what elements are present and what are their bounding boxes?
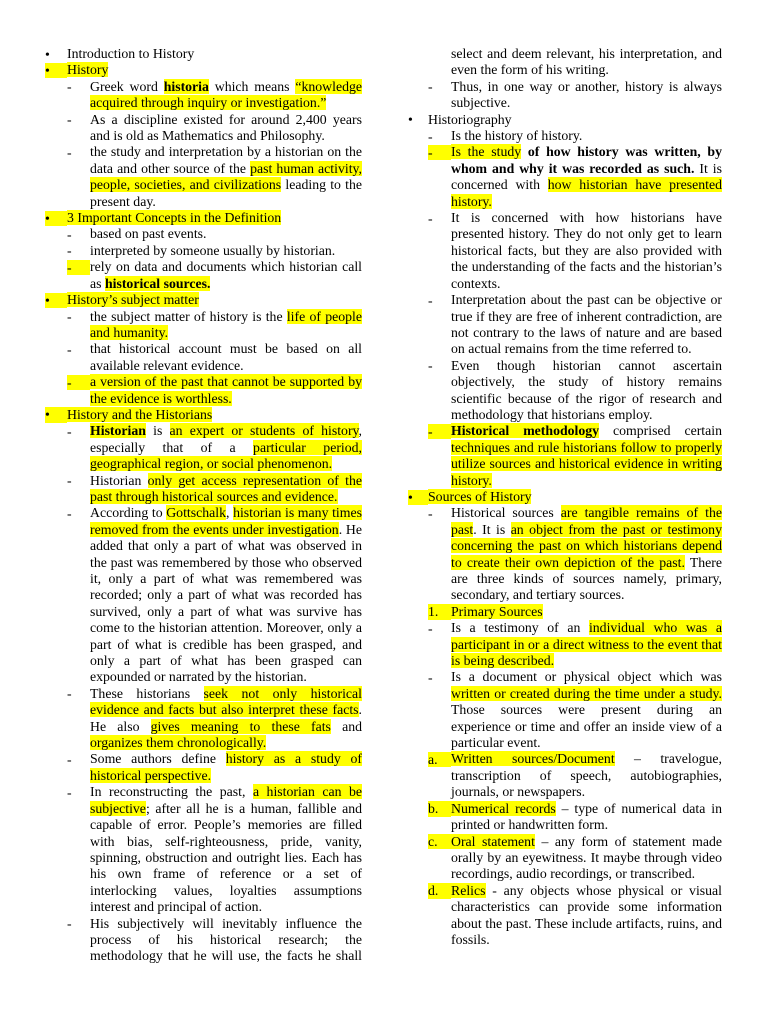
list-marker: - [67,260,90,275]
bullet-item [408,112,722,128]
list-marker: - [428,292,433,308]
sub-item [408,801,722,834]
list-marker: - [67,473,72,489]
item-text [451,751,722,800]
item-text [451,423,722,489]
list-marker: - [67,375,90,390]
item-text [451,834,722,883]
sub-item [408,144,722,210]
item-text [90,784,362,915]
highlighted-text: a historian can be subjective [90,784,362,816]
bullet-marker: • [45,293,67,308]
list-marker: - [428,669,433,685]
highlighted-text: historical sources. [104,275,211,291]
highlighted-text: history as a study of historical perspective. [90,751,362,783]
item-text [428,112,722,128]
item-text [90,751,362,784]
item-text [67,292,362,308]
highlighted-text: Written sources/Document [451,751,615,767]
highlighted-text: History and the Historians [67,406,213,422]
bold-text: of how history was written, by whom and why it was recorded as such. [451,144,722,176]
item-text [428,489,722,505]
item-text [90,505,362,685]
item-text [451,604,722,620]
text-run: Is a testimony of an [451,620,589,636]
text-run: based on past events. [90,226,207,242]
list-marker: a. [428,752,451,767]
highlighted-text: a version of the past that cannot be supported by the evidence is worthless. [90,374,362,406]
text-run: rely on data and documents which historian call as [90,259,362,291]
text-run: the study and interpretation by a historian on the data and other source of the [90,144,362,176]
bullet-marker: • [45,46,50,62]
text-run: , especially that of a [90,423,362,455]
sub-item [45,259,362,292]
item-text [451,46,722,79]
text-run: Is a document or physical object which was [451,669,722,685]
bullet-marker: • [45,407,67,422]
highlighted-text: techniques and rule historians follow to properly utilize sources and historical evidence in writing history. [451,439,722,488]
list-marker: - [428,210,433,226]
highlighted-text: particular period, geographical region, or social phenomenon. [90,439,362,472]
text-run: According to [90,505,167,521]
list-marker: - [428,128,433,144]
sub-item [45,226,362,242]
bullet-marker: • [408,490,428,505]
text-run: Those sources were present during an experience or time and offer an inside view of a particular event. [451,702,722,751]
text-run: Historian [90,472,148,488]
list-marker: - [67,144,72,160]
list-marker: - [67,112,72,128]
highlighted-text: Oral statement [451,833,535,849]
text-run: the subject matter of history is the [90,308,287,324]
sub-item [45,79,362,112]
sub-item [408,669,722,751]
text-run: As a discipline existed for around 2,400 years and is old as Mathematics and Philosophy. [90,111,362,144]
item-text [451,292,722,358]
list-marker: - [428,358,433,374]
sub-item [408,423,722,489]
sub-item [45,341,362,374]
sub-item [408,128,722,144]
item-text [451,144,722,210]
list-marker: - [67,686,72,702]
bullet-item [45,210,362,226]
text-run: Is the history of history. [451,128,583,144]
text-run: ; after all he is a human, fallible and capable of error. People’s memories are filled with bias, self-righteousness, pride, vanity, spinning, obstruction and outright lies. Each has his own frame of reference or a set of interlocking values, loyalties assumptions interest and principal of action. [90,800,362,915]
highlighted-text: Gottschalk [166,505,226,521]
sub-item [408,505,722,603]
item-text [451,79,722,112]
sub-item [45,243,362,259]
item-text [90,79,362,112]
item-text [90,309,362,342]
item-text [451,505,722,603]
bullet-item [45,62,362,78]
text-run: It is concerned with how historians have presented history. They do not only get to learn historical facts, but they are also provided with the understanding of the facts and the historian’s contexts. [451,210,722,291]
highlighted-text: only get access representation of the past through historical sources and evidence. [90,472,363,504]
highlighted-text: an object from the past or testimony concerning the past on which historians depend to create their own depiction of the past. [451,521,722,570]
highlighted-text: Numerical records [451,800,556,816]
item-text [90,473,362,506]
highlighted-text: seek not only historical evidence and facts but also interpret these facts [90,685,362,718]
text-run: His subjectively will inevitably influence the process of his historical research; the methodology that he will use, the facts he shall [90,915,362,964]
text-run: . It is [473,521,511,537]
text-run: Thus, in one way or another, history is always subjective. [451,78,722,111]
text-run: These historians [90,685,204,701]
highlighted-text: History’s subject matter [67,292,199,308]
sub-item [408,358,722,424]
text-run: In reconstructing the past, [90,784,253,800]
item-text [451,669,722,751]
text-run: leading to the present day. [90,177,362,209]
list-marker: d. [428,883,451,898]
text-run: Greek word [90,78,164,94]
bullet-marker: • [408,112,413,128]
text-run: Historical sources [451,505,561,521]
list-marker: - [67,227,72,243]
text-run: Even though historian cannot ascertain objectively, the study of history remains scientific because of the rigor of research and methodology that historians employ. [451,357,722,422]
text-run: comprised certain [599,423,722,439]
sub-item [408,292,722,358]
list-marker: - [67,79,72,95]
text-run: - any objects whose physical or visual characteristics can provide some information about the past. These include artifacts, ruins, and fossils. [451,882,722,947]
list-marker: - [67,784,72,800]
sub-item [408,751,722,800]
item-text [451,358,722,424]
item-text [90,259,362,292]
highlighted-text: History [67,62,109,78]
sub-item [408,620,722,669]
item-text [90,226,362,242]
list-marker: - [67,505,72,521]
text-run: It is concerned with [451,160,722,193]
right-column [408,46,722,948]
sub-item [45,473,362,506]
highlighted-text: “knowledge acquired through inquiry or investigation.” [90,78,362,111]
highlighted-text: written or created during the time under a study. [451,685,722,701]
bullet-marker: • [45,211,67,226]
highlighted-text: Historical methodology [451,423,600,439]
text-run: is [145,423,170,439]
highlighted-text: past human activity, people, societies, and civilizations [90,160,362,193]
highlighted-text: are tangible remains of the past [451,505,722,537]
sub-item [408,604,722,620]
sub-item [45,112,362,145]
sub-item [408,834,722,883]
item-text [90,423,362,472]
item-text [90,341,362,374]
text-run: that historical account must be based on all available relevant evidence. [90,341,362,373]
highlighted-text: historian is many times removed from the events under investigation [90,505,362,537]
sub-item [45,423,362,472]
list-marker: - [67,752,72,768]
sub-item [45,916,362,965]
sub-item [408,883,722,949]
text-run: Some authors define [90,751,226,767]
item-text [67,210,362,226]
sub-item [45,686,362,752]
bullet-item [45,292,362,308]
item-text [90,144,362,210]
text-run: Introduction to History [67,46,195,61]
highlighted-text: Sources of History [428,488,532,504]
item-text [67,62,362,78]
list-marker: - [67,423,72,439]
text-run: Historiography [428,111,512,127]
list-marker: - [67,916,72,932]
text-run: – any form of statement made orally by an eyewitness. It maybe through video recordings, audio recordings, or transcribed. [451,833,722,882]
bullet-item [45,407,362,423]
item-text [90,243,362,259]
item-text [90,112,362,145]
text-run: . He also [90,702,362,734]
text-run: – travelogue, transcription of speech, autobiographies, journals, or newspapers. [451,751,722,800]
highlighted-text: how historian have presented history. [451,177,722,209]
list-marker: b. [428,801,451,816]
list-marker: - [428,620,433,636]
list-marker: 1. [428,604,451,619]
bullet-item [408,489,722,505]
item-text [90,374,362,407]
text-run: There are three kinds of sources namely, primary, secondary, and tertiary sources. [451,554,722,603]
highlighted-text: Historian [90,423,146,439]
sub-item [408,79,722,112]
list-marker: - [428,424,451,439]
sub-item [45,751,362,784]
item-text [451,883,722,949]
sub-item [45,309,362,342]
item-text [90,686,362,752]
list-marker: - [428,145,451,160]
sub-item [45,144,362,210]
list-marker: - [67,243,72,259]
continued-text [408,46,722,79]
left-column [45,46,362,965]
item-text [451,210,722,292]
item-text [451,620,722,669]
highlighted-text: individual who was a participant in or a direct witness to the event that is being described. [451,620,722,669]
text-run: – type of numerical data in printed or handwritten form. [451,800,723,833]
sub-item [45,784,362,915]
highlighted-text: organizes them chronologically. [90,735,267,751]
list-marker: c. [428,834,451,849]
item-text [90,916,362,965]
highlighted-text: Primary Sources [451,603,543,619]
list-marker: - [428,79,433,95]
list-marker: - [428,505,433,521]
highlighted-text: an expert or students of history [169,423,359,439]
text-run: select and deem relevant, his interpretation, and even the form of his writing. [451,46,722,78]
item-text [451,128,722,144]
text-run: which means [208,78,296,94]
text-run: , [226,505,234,521]
list-marker: - [67,309,72,325]
bullet-item [45,46,362,62]
item-text [451,801,722,834]
highlighted-text: Is the study [451,144,522,160]
list-marker: - [67,341,72,357]
bullet-marker: • [45,63,67,78]
highlighted-text: life of people and humanity. [90,308,362,340]
sub-item [408,210,722,292]
highlighted-text: gives meaning to these fats [150,718,331,734]
highlighted-text: 3 Important Concepts in the Definition [67,210,282,226]
item-text [67,407,362,423]
text-run: and [330,718,363,734]
highlighted-text: Relics [451,882,486,898]
sub-item [45,374,362,407]
text-run: Interpretation about the past can be objective or true if they are free of inherent contradiction, are not contrary to the laws of nature and are based on actual remains from the time referred to. [451,292,722,357]
text-run [521,144,528,159]
text-run: . He added that only a part of what was observed in the past was remembered by those who observed it, only a part of what was remembered was recorded; only a part of what was recorded has survived, only a part of what was survive has come to the historian attention. Moreover, only a part of what is credible has been grasped, and only a part of what has been grasped can expounded or narrated by the historian. [90,521,362,685]
highlighted-text: historia [163,78,209,94]
text-run: interpreted by someone usually by historian. [90,242,336,258]
item-text [67,46,362,62]
sub-item [45,505,362,685]
